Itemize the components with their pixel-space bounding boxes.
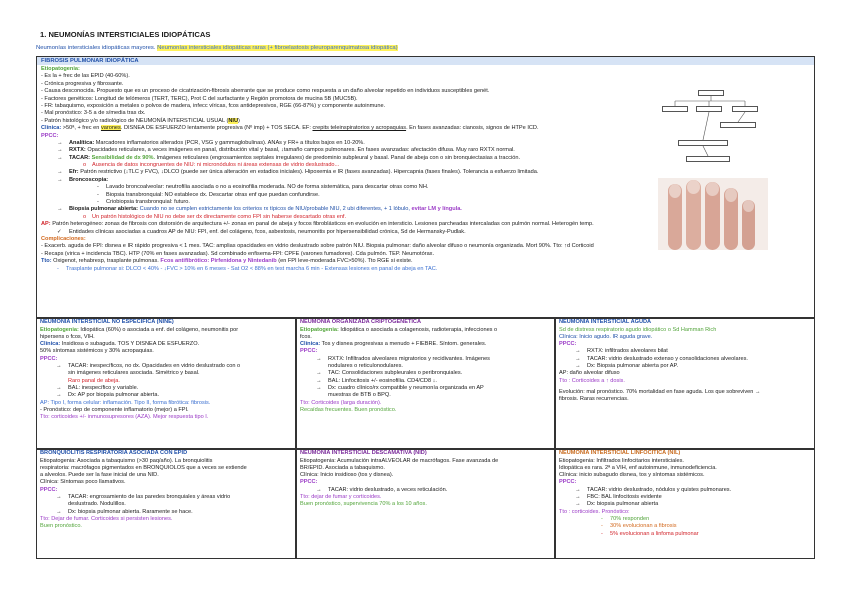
subtitle-major: Neumonías intersticiales idiopáticas mayores. — [36, 45, 156, 51]
nine-ppcc-label: PPCC: — [40, 355, 58, 362]
nine-line: 50% síntomas sistémicos y 30% acropaquias. — [40, 348, 154, 355]
nid-section — [296, 449, 555, 559]
page-subtitle — [36, 45, 816, 53]
fpi-bronco: → Broncoscopia: — [57, 176, 109, 183]
subtitle-rare: Neumonías intersticiales idiopáticas raras (+ fibroelastosis pleuroparenquimatosa idiopática) — [157, 45, 398, 51]
nine-tacar: sin imágenes reticulares asociada. Simétrico y basal. — [68, 370, 200, 377]
nia-heading: NEUMONÍA INTERSTICIAL AGUDA — [559, 319, 652, 325]
bronq-tacar: → TACAR: engrosamiento de las paredes bronquiales y áreas vidrio — [56, 494, 231, 501]
nid-line: Clínica: Inicio insidioso (tos y disnea). — [300, 472, 394, 479]
fpi-ppcc-label: PPCC: — [41, 132, 59, 139]
nid-pron: Buen pronóstico, supervivencia 70% a los 10 años. — [300, 501, 427, 508]
nine-ap: AP: Tipo I, forma celular: inflamación. Tipo II, forma fibrótica: fibrosis. — [40, 399, 211, 406]
nine-tto: Tto: corticoides +/- inmunosupresores (AZA). Mejor respuesta tipo I. — [40, 414, 209, 421]
nine-line: Clínica: Insidiosa o subaguda. TOS Y DISNEA DE ESFUERZO. — [40, 341, 200, 348]
nil-prognosis-item: - 5% evolucionan a linfoma pulmonar — [601, 530, 699, 537]
fpi-bronco-item: - Criobiopsia transbronquial: futuro. — [97, 199, 190, 206]
noc-clin: Clínica: Tos y disnea progresivas a menudo + FIEBRE. Síntom. generales. — [300, 341, 487, 348]
bronq-heading: BRONQUIOLITIS RESPIRATORIA ASOCIADA CON EPID — [40, 450, 188, 456]
fpi-etio-label: Etiopatogenia: — [41, 66, 80, 72]
noc-tto: Tto: Corticoides (larga duración). — [300, 399, 382, 406]
nil-line: Etiopatogenia: Infiltrados linfocitarios intersticiales. — [559, 457, 684, 464]
nid-tto: Tto: dejar de fumar y corticoides. — [300, 494, 382, 501]
bronq-pron: Buen pronóstico. — [40, 523, 82, 530]
nine-line: Etiopatogenia: Idiopática (60%) o asociada a enf. del colágeno, neumonitis por — [40, 326, 239, 333]
fpi-bronco-item: - Lavado broncoalveolar: neutrofilia asociada o no a eosinofilia moderada. NO de forma sistemática, para descartar otras como NH. — [97, 184, 429, 191]
noc-rxtx: → RXTX: Infiltrados alveolares migratorios y recidivantes. Imágenes — [316, 355, 490, 362]
nid-line: Etiopatogenia: Acumulación intraALVEOLAR de macrófagos. Fase avanzada de — [300, 457, 499, 464]
noc-etio: fcos. — [300, 333, 312, 340]
bronq-dx: → Dx: biopsia pulmonar abierta. Raramente se hace. — [56, 508, 193, 515]
fpi-tacar: → TACAR: Sensibilidad de dx 90%. Imágenes reticulares (engrosamientos septales irregulares) de predominio subpleural y basal. Panal de abeja con o sin bronquiectasias a tracción. — [57, 154, 521, 161]
fpi-efr: → Efr: Patrón restrictivo (↓TLC y FVC), ↓DLCO (puede ser única alteración en estadios iniciales). Hipoxemia e IR (fases avanzadas). Hipercapnia (fases finales). Tolerancia a esfuerzo limitada. — [57, 169, 539, 176]
bronq-line: respiratoria: macrófagos pigmentados en BRONQUIOLOS que a veces se extiende — [40, 464, 247, 471]
noc-dx: muestras de BTB o BPQ. — [328, 392, 391, 399]
fpi-etio-line: - Crónica progresiva y fibrosante. — [41, 80, 124, 87]
nine-tacar: Raro panal de abeja. — [68, 377, 120, 384]
fpi-etio-line: - Causa desconocida. Propuesto que es un proceso de cicatrización-fibrosis aberrante que se produce como respuesta a un daño alveolar repetido en individuos susceptibles genét. — [41, 88, 490, 95]
nia-rxtx: → RXTX: infiltrados alveolares bilat — [575, 348, 668, 355]
nine-line: hipersens o fcos, VIH. — [40, 333, 95, 340]
nia-ap: AP: daño alveolar difuso — [559, 370, 620, 377]
nid-heading: NEUMONÍA INTERSTICIAL DESCAMATIVA (NID) — [300, 450, 427, 456]
fingers-illustration — [658, 178, 768, 250]
fpi-tto-sub: - Trasplante pulmonar si: DLCO < 40% - ↓FVC > 10% en 6 meses - Sat O2 < 88% en test marcha 6 min - Extensas lesiones en panal de abeja en TAC. — [57, 265, 438, 272]
nia-dx: → Dx: Biopsia pulmonar abierta por AP. — [575, 363, 679, 370]
nia-evol: fibrosis. Raras recurrencias. — [559, 396, 629, 403]
nine-tacar: → TACAR: inespecíficos, no dx. Opacidades en vidrio deslustrado con o — [56, 363, 241, 370]
clubbing-photo — [658, 178, 768, 250]
noc-bal: → BAL: Linfocitosis +/- eosinofilia. CD4/CD8 ↓. — [316, 377, 437, 384]
fpi-tto: Tto: Oxigenot, rehabresp, trasplante pulmonas. Fcos antifibrótico: Pirfenidona y Nintedanib (en FPI leve-moderada FVC>50%). Tto RGE si existe. — [41, 258, 413, 265]
fpi-biopsia: → Biopsia pulmonar abierta: Cuando no se cumplen estrictamente los criterios rx típicos de NIU/probable NIU, 2 ubi diferentes, + 1 lóbulo, evitar LM y língula. — [57, 206, 462, 213]
nil-tacar: → TACAR: vidrio deslustrado, nódulos y quistes pulmonares. — [575, 486, 732, 493]
bronq-tacar: deslustrado. Nodulillos. — [68, 501, 126, 508]
noc-tac: → TAC: Consolidaciones subpleurales o peribronquiales. — [316, 370, 463, 377]
nil-prognosis-item: - 30% evolucionan a fibrosis — [601, 523, 677, 530]
fpi-heading: FIBROSIS PULMONAR IDIOPÁTICA — [37, 57, 814, 65]
nia-line: Clínica: Inicio agudo. IR aguda grave. — [559, 333, 653, 340]
nil-section — [555, 449, 815, 559]
nid-ppcc-label: PPCC: — [300, 479, 318, 486]
bronq-section — [36, 449, 296, 559]
noc-rxtx: nodulares o reticulonodulares. — [328, 363, 403, 370]
noc-heading: NEUMONÍA ORGANIZADA CRIPTOGENÉTICA — [300, 319, 421, 325]
nine-bal: → BAL: inespecífico y variable. — [56, 384, 139, 391]
nil-fbc: → FBC: BAL linfocitosis evidente — [575, 494, 662, 501]
bronq-ppcc-label: PPCC: — [40, 486, 58, 493]
nil-prognosis-item: - 70% responden — [601, 515, 650, 522]
diagram-connectors — [660, 90, 760, 170]
fpi-rxtx: → RXTX: Opacidades reticulares, a veces imágenes en panal, distribución vital y basal, ↓tamaño campos pulmonares. En fases avanzadas: afectación difusa. Muy raro RXTX normal. — [57, 147, 515, 154]
nil-ppcc-label: PPCC: — [559, 479, 577, 486]
fpi-etio-line: - Mal pronóstico: 3-5 a de s/media tras dx. — [41, 110, 146, 117]
noc-section — [296, 318, 555, 449]
bronq-tto: Tto: Dejar de fumar. Corticoides si persisten lesiones. — [40, 515, 173, 522]
classification-diagram — [660, 90, 760, 170]
noc-etio: Etiopatogenia: Idiopática o asociada a colagenosis, radioterapia, infecciones o — [300, 326, 498, 333]
fpi-compl: - Exacerb. aguda de FPI: disnea e IR rápido progresiva < 1 mes. TAC: amplias opacidades en vidrio deslustrado sobre patrón NIU. Biopsia pulmonar: daño alveolar difuso o neumonía organizada. Mort 90%. Tto: ↑d Corticoid — [41, 243, 594, 250]
fpi-etio-line: - Es la + frec de las EPID (40-60%). — [41, 73, 130, 80]
nid-tacar: → TACAR: vidrio deslustrado, a veces reticulación. — [316, 486, 448, 493]
nine-heading: NEUMONÍA INTERSTICIAL NO ESPECÍFICA (NINE) — [40, 319, 174, 325]
page-title: 1. NEUMONÍAS INTERSTICIALES IDIOPÁTICAS — [40, 30, 211, 39]
noc-dx: → Dx: cuadro clínico/rx compatible y neumonía organizada en AP — [316, 384, 484, 391]
fpi-bronco-item: - Biopsia transbronquial: NO establece dx. Descartar otras enf que puedan confundirse. — [97, 191, 320, 198]
bronq-line: Etiopatogenia: Asociada a tabaquismo (>30 paq/año). La bronquiolitis — [40, 457, 213, 464]
fpi-etio-line: - Patrón histológico y/o radiológico de NEUMONÍA INTERSTICIAL USUAL (NIU) — [41, 117, 240, 124]
nia-evol: Evolución: mal pronóstico. 70% mortalidad en fase aguda. Los que sobreviven → — [559, 388, 761, 395]
bronq-line: Clínica: Síntomas poco llamativos. — [40, 479, 126, 486]
noc-rec: Recaídas frecuentes. Buen pronóstico. — [300, 406, 397, 413]
nine-section — [36, 318, 296, 449]
fpi-compl: - Recaps (virica + incidencia TBC). HTP (70% en fases avanzadas). Sd combinado enfisema-FPI: CPFE (varones fumadores). Cda pulmón. TEP. Neumotórax. — [41, 250, 435, 257]
fpi-etio-line: - FR: tabaquismo, exposición a metales o polvos de madera, infecc víricas, fcos antidepresivos, RGE (66-87%) y componente autoinmune. — [41, 102, 386, 109]
fpi-ap: AP: Patrón heterogéneo: zonas de fibrosis con distorsión de arquitectura +/- zonas en panal de abeja y focos fibroblásticos en evolución en intersticio. Lesiones parcheadas intercaladas con pulmón normal. Heterogén temp. — [41, 221, 594, 228]
nine-pron: - Pronóstico: dep de componente inflamatorio (mejor) a FPI. — [40, 406, 189, 413]
fpi-compl-label: Complicaciones: — [41, 235, 86, 242]
nil-heading: NEUMONÍA INTERSTICIAL LINFOCÍTICA (NIL) — [559, 450, 681, 456]
fpi-etio-line: - Factores genéticos: Longitud de telómeros (TERT, TERC), Prot C del surfactante y Región promotora de mucina 5B (MUC5B). — [41, 95, 358, 102]
fpi-clinica: Clínica: >50ª, + frec en varones. DISNEA DE ESFUERZO lentamente progresiva (Nº imp) + TOS SECA. EF: crepits teleinspiratorios y acropaquias. En fases avanzadas: cianosis, signos de HTPe ICD. — [41, 125, 539, 132]
nil-line: Idiopática es rara. 2ª a VIH, enf autoinmune, inmunodeficiencia. — [559, 464, 717, 471]
nia-section — [555, 318, 815, 449]
bronq-line: a alveolos. Puede ser la fase inicial de una NID. — [40, 472, 159, 479]
fpi-analitica: → Analítica: Marcadores inflamatorios alterados (PCR, VSG y gammaglobulinas). ANAs y FR+ a títulos bajos en 10-20%. — [57, 139, 365, 146]
fpi-tacar-sub: o Ausencia de datos incongruentes de NIU: ni micronódulos ni áreas extensas de vidrio deslustrado... — [83, 162, 340, 169]
fpi-ap-sub: ✓ Entidades clínicas asociadas a cuadros AP de NIU: FPI, enf. del colágeno, fcos, asbestosis, neumonitis por hipersensibilidad crónica, Sd de Hermansky-Pudlak. — [57, 228, 466, 235]
fpi-biopsia-sub: o Un patrón histológico de NIU no debe ser dx directamente como FPI sin haberse descartado otras enf. — [83, 213, 347, 220]
nine-dx: → Dx: AP por biopsia pulmonar abierta. — [56, 392, 160, 399]
nia-tacar: → TACAR: vidrio deslustrado extenso y consolidaciones alveolares. — [575, 355, 748, 362]
nia-ppcc-label: PPCC: — [559, 341, 577, 348]
nia-line: Sd de distress respiratorio agudo idiopático o Sd Hamman Rich — [559, 326, 717, 333]
nil-dx: → Dx: biopsia pulmonar abierta — [575, 501, 659, 508]
noc-ppcc-label: PPCC: — [300, 348, 318, 355]
nil-line: Clínica: inicio subagudo disnea, tos y síntomas sistémicos. — [559, 472, 705, 479]
nil-tto: Tto : corticoides. Pronóstico: — [559, 508, 630, 515]
nia-tto: Tto : Corticoides a ↑ dosis. — [559, 377, 625, 384]
nid-line: BR/EPID. Asociada a tabaquismo. — [300, 464, 385, 471]
